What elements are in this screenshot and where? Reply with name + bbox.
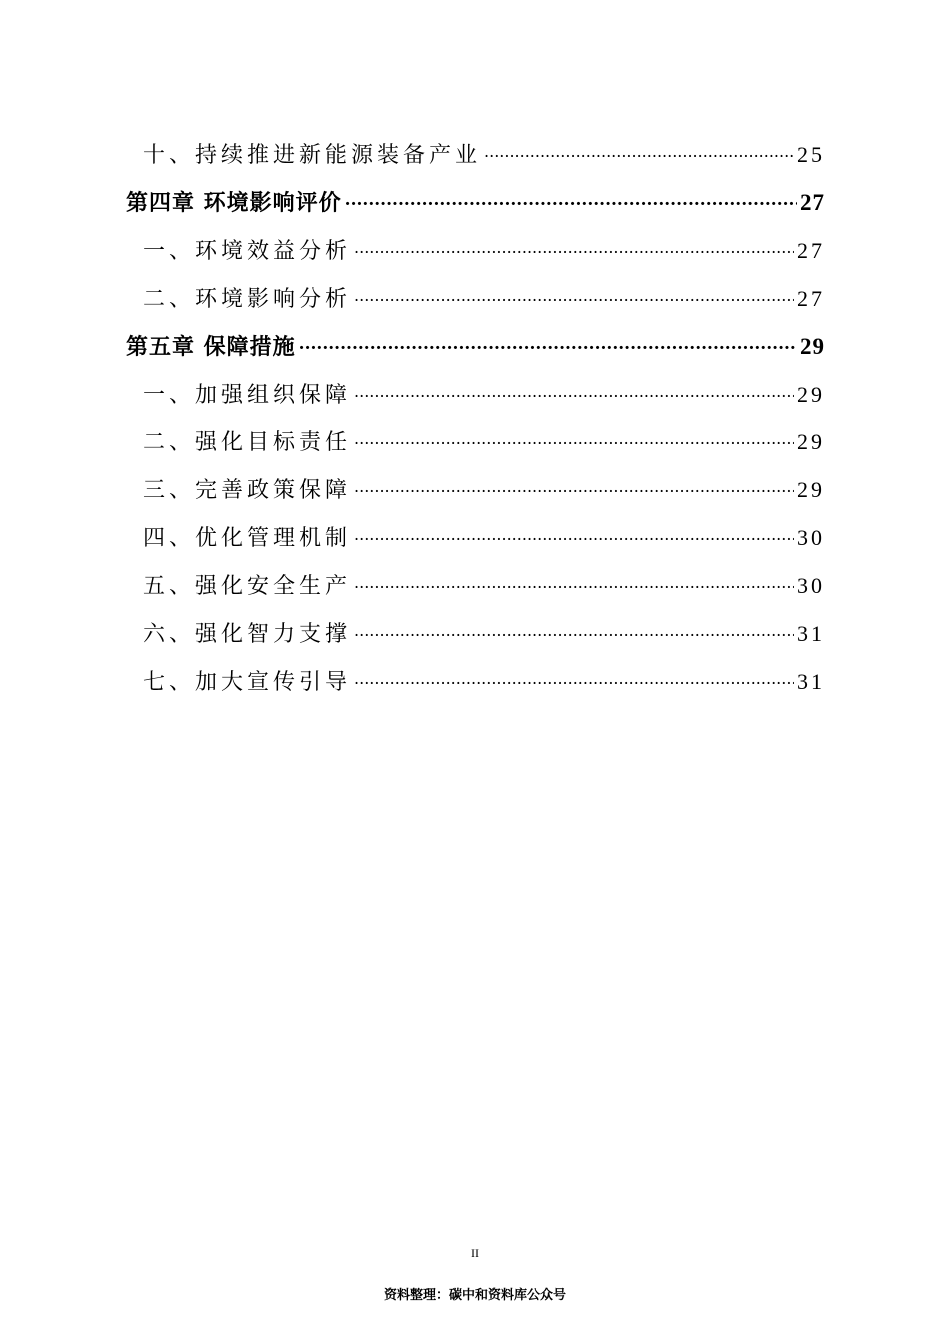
toc-entry-label: 二、环境影响分析 [143,287,352,312]
toc-entry-label: 五、强化安全生产 [143,574,352,599]
dot-leader [354,621,794,641]
dot-leader [354,429,794,449]
toc-entry-section[interactable] [143,665,825,701]
toc-page-number: 31 [797,669,825,694]
toc-entry-section[interactable] [143,234,825,270]
toc-entry-chapter[interactable] [126,186,825,222]
toc-entry-section[interactable] [143,378,825,414]
toc-page-number: 25 [797,142,825,167]
toc-entry-label: 六、强化智力支撑 [143,622,352,647]
toc-entry-section[interactable] [143,473,825,509]
toc-entry-label: 第四章 环境影响评价 [126,190,342,216]
toc-entry-label: 二、强化目标责任 [143,430,352,455]
toc-page-number: 31 [797,621,825,646]
toc-page-number: 27 [797,286,825,311]
toc-page-number: 29 [797,382,825,407]
dot-leader [299,334,797,354]
toc-entry-label: 七、加大宣传引导 [143,670,352,695]
toc-entry-chapter[interactable] [126,330,825,366]
toc-entry-section[interactable] [143,617,825,653]
page-number: II [471,1246,479,1260]
toc-entry-label: 十、持续推进新能源装备产业 [143,143,482,168]
toc-page-number: 29 [797,477,825,502]
dot-leader [354,238,794,258]
toc-entry-label: 三、完善政策保障 [143,478,352,503]
footer-source-note: 资料整理：碳中和资料库公众号 [383,1288,566,1303]
toc-entry-label: 第五章 保障措施 [126,334,296,360]
toc-page-number: 27 [797,238,825,263]
dot-leader [354,525,794,545]
dot-leader [354,669,794,689]
toc-entry-section[interactable] [143,138,825,174]
toc-entry-label: 四、优化管理机制 [143,526,352,551]
dot-leader [484,142,794,162]
toc-entry-label: 一、加强组织保障 [143,383,352,408]
toc-entry-section[interactable] [143,569,825,605]
dot-leader [345,190,797,210]
toc-page-number: 30 [797,573,825,598]
toc-page-number: 29 [797,429,825,454]
dot-leader [354,286,794,306]
toc-entry-section[interactable] [143,425,825,461]
toc-entry-section[interactable] [143,521,825,557]
toc-entry-section[interactable] [143,282,825,318]
toc-entry-label: 一、环境效益分析 [143,239,352,264]
toc-page-number: 27 [800,190,825,215]
dot-leader [354,477,794,497]
toc-page-number: 30 [797,525,825,550]
dot-leader [354,382,794,402]
toc-page-number: 29 [800,334,825,359]
dot-leader [354,573,794,593]
